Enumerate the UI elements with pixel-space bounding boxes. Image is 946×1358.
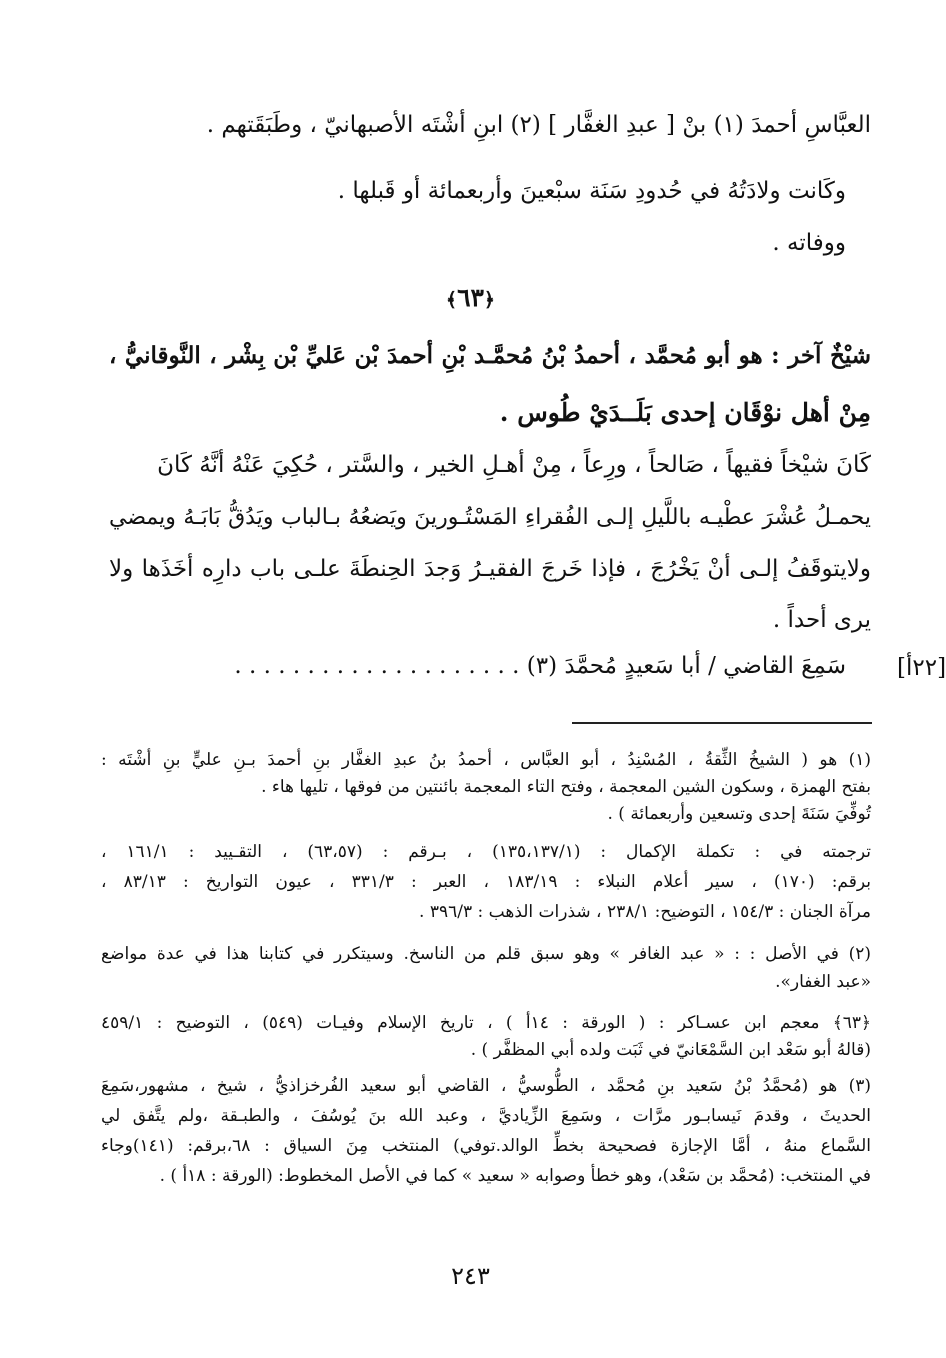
entry-body-line-4: يرى أحداً . bbox=[772, 607, 871, 633]
entry-body-line-1: كَانَ شيْخاً فقيهاً ، صَالحاً ، ورِعاً ، مِنْ أهـلِ الخير ، والسَّتر ، حُكِيَ عَنْهُ أنَّهُ كَانَ bbox=[157, 452, 871, 478]
footnote-line: الحديثَ ، وقدمَ نَيسابـور مرَّات ، وسَمِعَ الزِّياديَّ ، وعبد الله بنَ يُوسُفَ ، والطبـقة ،ولم يتَّفق لي bbox=[101, 1106, 871, 1126]
entry-body-line-3: ولايتوقَفُ إلـى أنْ يَخْرُجَ ، فإذا خَرجَ الفقيـرُ وَجدَ الحِنطَةَ علـى باب دارِه أخَذَها ولا bbox=[109, 556, 871, 582]
footnote-line: ترجمته في : تكملة الإكمال : (١٣٥،١٣٧/١) ، بـرقم : (٦٣،٥٧) ، التقـييد : ١٦١/١ ، bbox=[101, 842, 871, 862]
page-number: ٢٤٣ bbox=[451, 1262, 490, 1290]
footnote-line: تُوفِّيَ سَنَةَ إحدى وتسعين وأربعمائة ) . bbox=[607, 804, 871, 824]
ornament-close: ﴾ bbox=[445, 289, 458, 311]
intro-line-3: ووفاته . bbox=[772, 230, 846, 256]
footnote-line: (٢) في الأصل : : « عبد الغافر » وهو سبق قلم من الناسخ. وسيتكرر في كتابنا هذا في عدة مواضع bbox=[101, 944, 871, 964]
intro-line-2: وكَانت ولادَتُهُ في حُدودِ سَنَة سبْعينَ وأربعمائة أو قَبلها . bbox=[337, 178, 846, 204]
footnote-line: «عبد الغفار». bbox=[775, 972, 871, 992]
footnote-separator bbox=[572, 722, 872, 724]
footnote-line: (١) هو ( الشيخُ الثِّقةُ ، المُسْنِدُ ، أبو العبَّاس ، أحمدُ بنُ عبدِ الغفَّار بنِ أحمدَ بـنِ عليٍّ بنِ أشْتَه : bbox=[101, 750, 871, 770]
footnote-line: في المنتخب: (مُحمَّد بن سَعْد)، وهو خطأ وصوابه « سعيد » كما في الأصل المخطوط: (الورقة : ١٨أ ) . bbox=[159, 1166, 871, 1186]
ornament-open: ﴿ bbox=[483, 289, 496, 311]
footnote-line: بفتح الهمزة ، وسكون الشين المعجمة ، وفتح التاء المعجمة بائنتين من فوقها ، تليها هاء . bbox=[261, 777, 871, 797]
footnote-line: مرآة الجنان : ١٥٤/٣ ، التوضيح: ٢٣٨/١ ، شذرات الذهب : ٣٩٦/٣ . bbox=[419, 902, 871, 922]
footnote-line: (٣) هو (مُحمَّدُ بْنُ سَعيد بنِ مُحمَّد ، الطُّوسيُّ ، القاضي أبو سعيد الفُرخزاذيُّ ، شيخ ، مشهور،سَمِعَ bbox=[101, 1076, 871, 1096]
entry-heading-line-2: مِنْ أهل نوْقَان إحدى بَلَــدَيْ طُوس . bbox=[499, 398, 871, 427]
intro-line-1: العبَّاسِ أحمدَ (١) بنْ [ عبدِ الغفَّار ] (٢) ابنِ أشْتَه الأصبهانيّ ، وطَبَقَتهم . bbox=[206, 112, 871, 138]
entry-number: ٦٣ bbox=[457, 283, 484, 312]
footnote-line: (قالهُ أبو سَعْد ابن السَّمْعَانيّ في ثَبَت ولده أبي المظفَّر ) . bbox=[470, 1040, 871, 1060]
entry-heading-line-1: شيْخٌ آخر : هو أبو مُحمَّد ، أحمدُ بْنُ مُحمَّـد بْنِ أحمدَ بْن عَليِّ بْن بِشْر ، النَّوقانيُّ ، bbox=[109, 342, 871, 369]
last-line: سَمِعَ القاضي / أبا سَعيدٍ مُحمَّدَ (٣) . . . . . . . . . . . . . . . . . . . . bbox=[234, 653, 846, 679]
footnote-line: برقم: (١٧٠) ، سير أعلام النبلاء : ١٨٣/١٩ ، العبر : ٣٣١/٣ ، عيون التواريخ : ٨٣/١٣ ، bbox=[101, 872, 871, 892]
entry-number-header bbox=[0, 283, 941, 312]
margin-folio-note: [٢٢أ] bbox=[897, 655, 946, 681]
entry-body-line-2: يحمـلُ عُشْرَ عطْيـه باللَّيلِ إلـى الفُقراءِ المَسْتُـورينَ ويَضعُهُ بـالباب ويَدُقُّ بَابَـهُ ويمضي bbox=[109, 505, 871, 530]
footnote-line: ﴿٦٣﴾ معجم ابن عسـاكر : ( الورقة : ١٤أ ) ، تاريخ الإسلام وفيـات (٥٤٩) ، التوضيح : ٤٥٩/١ bbox=[101, 1013, 871, 1033]
footnote-line: السَّماع منهُ ، أمَّا الإجازة فصحيحة بخطِّ الوالد.توفي) المنتخب مِنَ السياق : ٦٨،برقم: (١٤١)وجاء bbox=[101, 1136, 871, 1156]
